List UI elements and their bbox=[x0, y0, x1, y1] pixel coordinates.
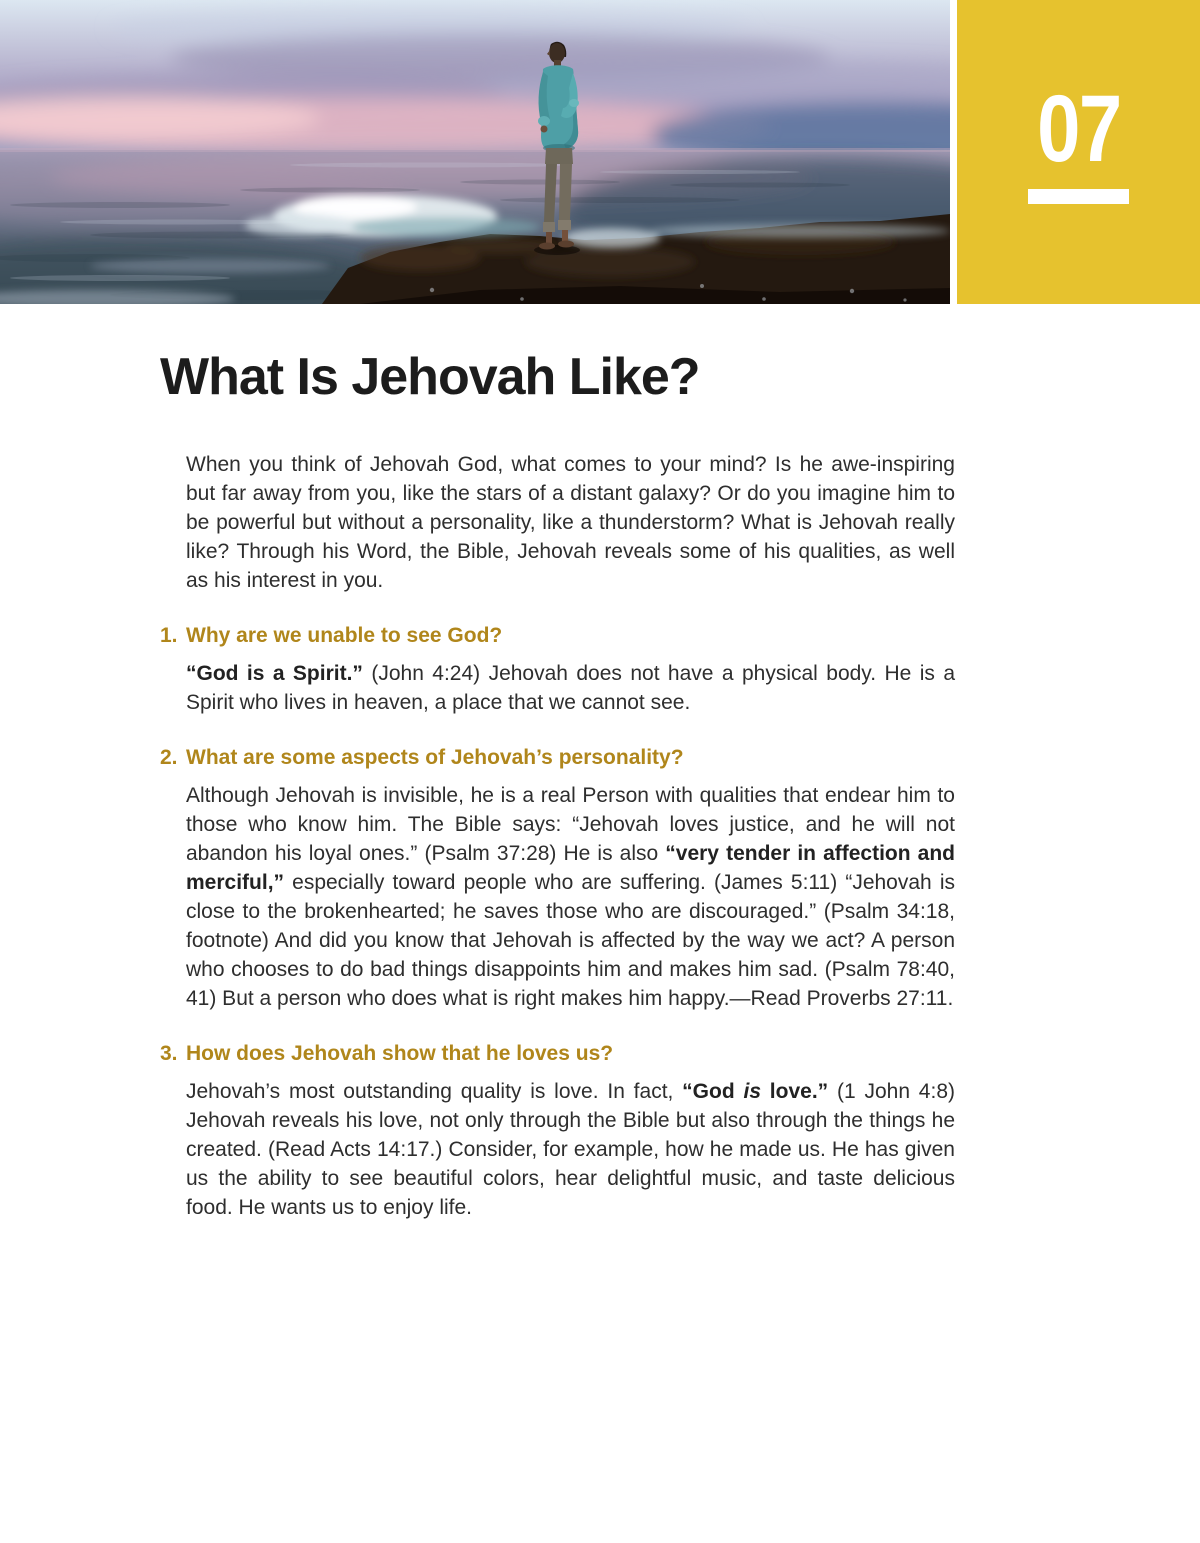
answer-3-text-after: (1 John 4:8) Jehovah reveals his love, not only through the Bible but also through the things he created. (Read Acts 14:17.) Consider, for example, how he made us. He has given us the ability to see beautiful colors, hear delightful music, and taste delicious food. He wants us to enjoy life. bbox=[186, 1080, 955, 1219]
answer-3-text-before: Jehovah’s most outstanding quality is love. In fact, bbox=[186, 1080, 683, 1103]
section-3 bbox=[160, 1041, 955, 1222]
answer-2-bold-scripture: “very tender in affection and merciful,” bbox=[186, 842, 955, 894]
section-1 bbox=[160, 623, 955, 717]
chapter-number-underline bbox=[1028, 189, 1129, 204]
question-2-text: What are some aspects of Jehovah’s personality? bbox=[186, 746, 684, 769]
question-3-number: 3. bbox=[160, 1042, 178, 1065]
section-2 bbox=[160, 745, 955, 1013]
chapter-number: 07 bbox=[1036, 76, 1121, 182]
answer-2-text-after: especially toward people who are suffering. (James 5:11) “Jehovah is close to the brokenhearted; he saves those who are discouraged.” (Psalm 34:18, footnote) And did you know that Jehovah is affected by the way we act? A person who chooses to do bad things disappoints him and makes him sad. (Psalm 78:40, 41) But a person who does what is right makes him happy.—Read Proverbs 27:11. bbox=[186, 871, 955, 1010]
page-title: What Is Jehovah Like? bbox=[160, 348, 700, 406]
question-1 bbox=[160, 623, 955, 649]
question-2-number: 2. bbox=[160, 746, 178, 769]
answer-3-bold-italic-word: is bbox=[743, 1080, 761, 1103]
question-1-number: 1. bbox=[160, 624, 178, 647]
question-2 bbox=[160, 745, 955, 771]
hero-photo-illustration bbox=[0, 0, 950, 304]
question-3 bbox=[160, 1041, 955, 1067]
hero-header bbox=[0, 0, 1200, 304]
answer-3-bold-scripture-open: “God bbox=[682, 1080, 744, 1103]
answer-3-bold-scripture-close: love.” bbox=[761, 1080, 829, 1103]
answer-2-text-before: Although Jehovah is invisible, he is a real Person with qualities that endear him to those who know him. The Bible says: “Jehovah loves justice, and he will not abandon his loyal ones.” (Psalm 37:28) He is also bbox=[186, 784, 955, 865]
sky bbox=[0, 0, 950, 166]
answer-1-text: (John 4:24) Jehovah does not have a physical body. He is a Spirit who lives in heaven, a place that we cannot see. bbox=[186, 662, 955, 714]
answer-2 bbox=[186, 781, 955, 1013]
answer-1 bbox=[186, 659, 955, 717]
intro-paragraph: When you think of Jehovah God, what comes to your mind? Is he awe-inspiring but far away from you, like the stars of a distant galaxy? Or do you imagine him to be powerful but without a personality, like a thunderstorm? What is Jehovah really like? Through his Word, the Bible, Jehovah reveals some of his qualities, as well as his interest in you. bbox=[186, 453, 955, 592]
question-3-text: How does Jehovah show that he loves us? bbox=[186, 1042, 614, 1065]
lesson-content bbox=[160, 304, 955, 1222]
hero-photo bbox=[0, 0, 950, 304]
question-1-text: Why are we unable to see God? bbox=[186, 624, 503, 647]
answer-1-bold-scripture: “God is a Spirit.” bbox=[186, 662, 363, 685]
chapter-badge bbox=[957, 0, 1200, 304]
answer-3 bbox=[186, 1077, 955, 1222]
